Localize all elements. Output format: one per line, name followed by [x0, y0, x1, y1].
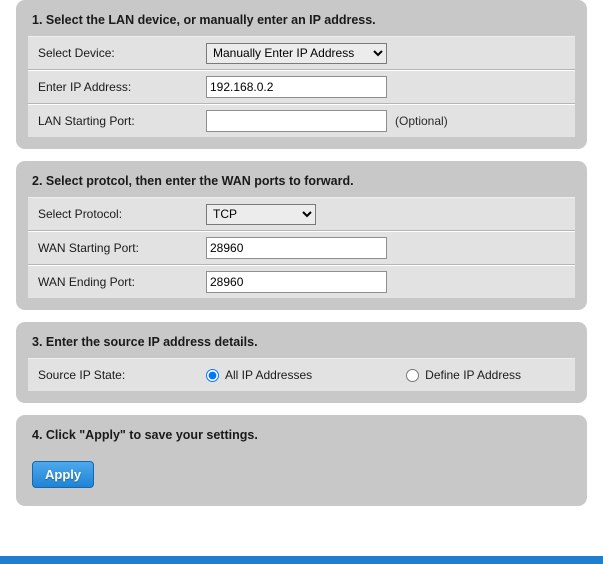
source-ip-all-label: All IP Addresses: [225, 368, 313, 382]
source-ip-all-radio[interactable]: [206, 369, 219, 382]
wan-ending-port-label: WAN Ending Port:: [38, 275, 135, 289]
lan-starting-port-input[interactable]: [206, 110, 387, 132]
source-ip-define-label: Define IP Address: [425, 368, 522, 382]
step-1-title: 1. Select the LAN device, or manually enter an IP address.: [32, 13, 376, 27]
source-ip-state-radio-group: [206, 368, 569, 382]
source-ip-state-row: [28, 358, 575, 391]
left-edge-strip: [0, 368, 4, 558]
enter-ip-address-label: Enter IP Address:: [38, 80, 132, 94]
step-3-panel: [16, 322, 587, 403]
select-device-row: [28, 36, 575, 70]
wan-ending-port-input[interactable]: [206, 271, 387, 293]
source-ip-define-radio[interactable]: [406, 369, 419, 382]
select-protocol-label: Select Protocol:: [38, 207, 123, 221]
source-ip-state-label: Source IP State:: [38, 368, 126, 382]
step-2-panel: [16, 161, 587, 310]
bottom-accent-bar: [0, 556, 603, 564]
step-4-panel: [16, 415, 587, 506]
select-protocol-dropdown[interactable]: [206, 204, 316, 225]
enter-ip-address-row: [28, 70, 575, 104]
select-device-dropdown[interactable]: [206, 43, 387, 64]
select-protocol-row: [28, 197, 575, 231]
step-1-panel: [16, 0, 587, 149]
select-device-label: Select Device:: [38, 46, 115, 60]
source-ip-all-option[interactable]: [206, 368, 312, 382]
wan-ending-port-row: [28, 265, 575, 298]
source-ip-define-option[interactable]: [406, 368, 521, 382]
wan-starting-port-label: WAN Starting Port:: [38, 241, 139, 255]
apply-button-container: [28, 451, 575, 494]
step-2-title: 2. Select protcol, then enter the WAN ports to forward.: [32, 174, 354, 188]
enter-ip-address-input[interactable]: [206, 76, 387, 98]
step-3-title: 3. Enter the source IP address details.: [32, 335, 258, 349]
step-4-title: 4. Click "Apply" to save your settings.: [32, 428, 258, 442]
lan-starting-port-optional-note: (Optional): [395, 114, 448, 128]
lan-starting-port-label: LAN Starting Port:: [38, 114, 135, 128]
wan-starting-port-row: [28, 231, 575, 265]
lan-starting-port-row: [28, 104, 575, 137]
wan-starting-port-input[interactable]: [206, 237, 387, 259]
apply-button[interactable]: Apply: [32, 461, 94, 488]
